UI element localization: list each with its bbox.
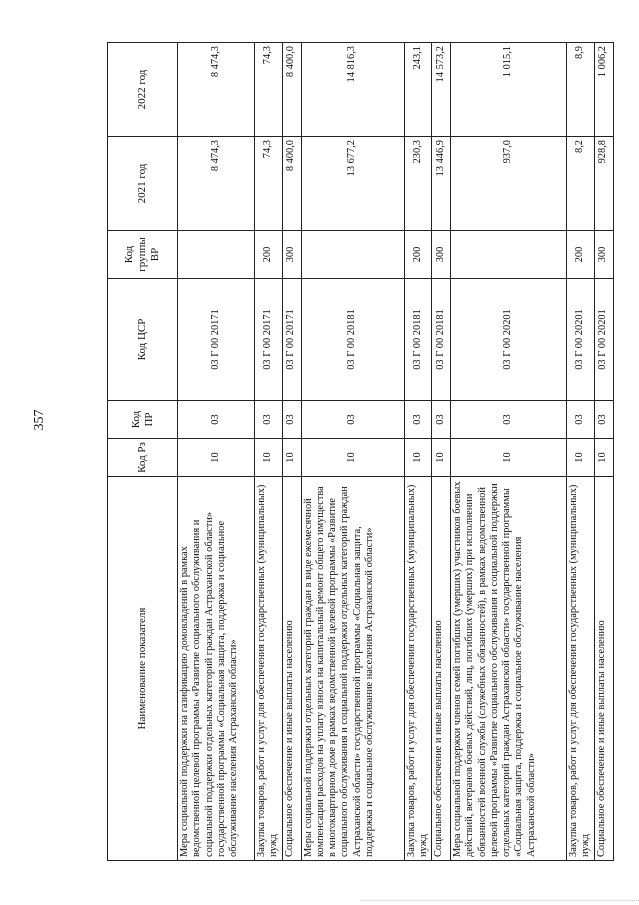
row-2021: 8 474,3 <box>178 137 255 231</box>
page-number: 357 <box>32 409 47 431</box>
row-name: Мера социальной поддержки членов семей погибших (умерших) участников боевых действий, ветеранов боевых действий, лиц, погибших (умерших) при исполнении обязанностей военной службы (служебных обязанностей), в рамках ведомственной целевой программы «Развитие социального обслуживания и социальной поддержки отдельных категорий граждан Астраханской области» государственной программы «Социальная защита, поддержка и социальное обслуживание населения Астраханской области» <box>451 477 567 861</box>
row-2022: 14 573,2 <box>432 43 451 137</box>
budget-table-container <box>107 43 610 861</box>
row-2021: 8 400,0 <box>282 137 301 231</box>
row-csr: 03 Г 00 20181 <box>301 279 404 401</box>
row-name: Социальное обеспечение и иные выплаты населению <box>432 477 451 861</box>
table-row <box>282 43 301 861</box>
table-row <box>594 43 613 861</box>
row-rz: 10 <box>255 439 283 477</box>
row-2022: 8,9 <box>567 43 595 137</box>
row-2021: 937,0 <box>451 137 567 231</box>
row-2022: 14 816,3 <box>301 43 404 137</box>
row-2021: 8,2 <box>567 137 595 231</box>
row-name: Социальное обеспечение и иные выплаты населению <box>282 477 301 861</box>
row-pr: 03 <box>404 401 432 439</box>
table-row <box>567 43 595 861</box>
row-2021: 928,8 <box>594 137 613 231</box>
col-header-rz: Код Рз <box>108 439 178 477</box>
row-vr: 300 <box>594 231 613 279</box>
row-2022: 8 400,0 <box>282 43 301 137</box>
row-pr: 03 <box>282 401 301 439</box>
row-2021: 13 677,2 <box>301 137 404 231</box>
row-rz: 10 <box>301 439 404 477</box>
row-vr: 300 <box>432 231 451 279</box>
row-rz: 10 <box>594 439 613 477</box>
rotated-page-content <box>107 43 610 861</box>
row-pr: 03 <box>594 401 613 439</box>
row-vr: 300 <box>282 231 301 279</box>
row-csr: 03 Г 00 20181 <box>432 279 451 401</box>
row-rz: 10 <box>432 439 451 477</box>
col-header-name: Наименование показателя <box>108 477 178 861</box>
row-vr: 200 <box>404 231 432 279</box>
table-row <box>255 43 283 861</box>
row-pr: 03 <box>301 401 404 439</box>
col-header-csr: Код ЦСР <box>108 279 178 401</box>
row-name: Меры социальной поддержки отдельных категорий граждан в виде ежемесячной компенсации расходов на уплату взноса на капитальный ремонт общего имущества в многоквартирном доме в рамках ведомственной целевой программы «Развитие социального обслуживания и социальной поддержки отдельных категорий граждан Астраханской области» государственной программы «Социальная защита, поддержка и социальное обслуживание населения Астраханской области» <box>301 477 404 861</box>
row-csr: 03 Г 00 20201 <box>594 279 613 401</box>
col-header-2021: 2021 год <box>108 137 178 231</box>
row-name: Социальное обеспечение и иные выплаты населению <box>594 477 613 861</box>
row-2021: 74,3 <box>255 137 283 231</box>
row-vr <box>178 231 255 279</box>
row-pr: 03 <box>567 401 595 439</box>
row-csr: 03 Г 00 20181 <box>404 279 432 401</box>
table-row <box>432 43 451 861</box>
row-vr: 200 <box>255 231 283 279</box>
row-rz: 10 <box>404 439 432 477</box>
row-rz: 10 <box>282 439 301 477</box>
row-vr <box>301 231 404 279</box>
row-pr: 03 <box>255 401 283 439</box>
col-header-vr: Код группы ВР <box>108 231 178 279</box>
row-csr: 03 Г 00 20171 <box>178 279 255 401</box>
table-row <box>178 43 255 861</box>
row-csr: 03 Г 00 20201 <box>451 279 567 401</box>
row-2022: 1 015,1 <box>451 43 567 137</box>
row-2022: 74,3 <box>255 43 283 137</box>
row-name: Закупка товаров, работ и услуг для обеспечения государственных (муниципальных) нужд <box>567 477 595 861</box>
table-header-row <box>108 43 178 861</box>
row-2022: 8 474,3 <box>178 43 255 137</box>
row-2021: 230,3 <box>404 137 432 231</box>
row-pr: 03 <box>178 401 255 439</box>
row-rz: 10 <box>451 439 567 477</box>
budget-table <box>107 42 614 861</box>
table-row <box>301 43 404 861</box>
row-csr: 03 Г 00 20171 <box>255 279 283 401</box>
row-pr: 03 <box>451 401 567 439</box>
table-row <box>404 43 432 861</box>
row-2021: 13 446,9 <box>432 137 451 231</box>
row-name: Закупка товаров, работ и услуг для обеспечения государственных (муниципальных) нужд <box>255 477 283 861</box>
col-header-pr: Код ПР <box>108 401 178 439</box>
row-vr: 200 <box>567 231 595 279</box>
col-header-2022: 2022 год <box>108 43 178 137</box>
row-csr: 03 Г 00 20201 <box>567 279 595 401</box>
row-rz: 10 <box>178 439 255 477</box>
row-pr: 03 <box>432 401 451 439</box>
row-2022: 1 006,2 <box>594 43 613 137</box>
row-name: Мера социальной поддержки на газификацию домовладений в рамках ведомственной целевой программы «Развитие социального обслуживания и социальной поддержки отдельных категорий граждан Астраханской области» государственной программы «Социальная защита, поддержка и социальное обслуживание населения Астраханской области» <box>178 477 255 861</box>
row-csr: 03 Г 00 20171 <box>282 279 301 401</box>
row-2022: 243,1 <box>404 43 432 137</box>
row-name: Закупка товаров, работ и услуг для обеспечения государственных (муниципальных) нужд <box>404 477 432 861</box>
scan-edge-divider <box>360 900 639 901</box>
row-rz: 10 <box>567 439 595 477</box>
table-row <box>451 43 567 861</box>
row-vr <box>451 231 567 279</box>
